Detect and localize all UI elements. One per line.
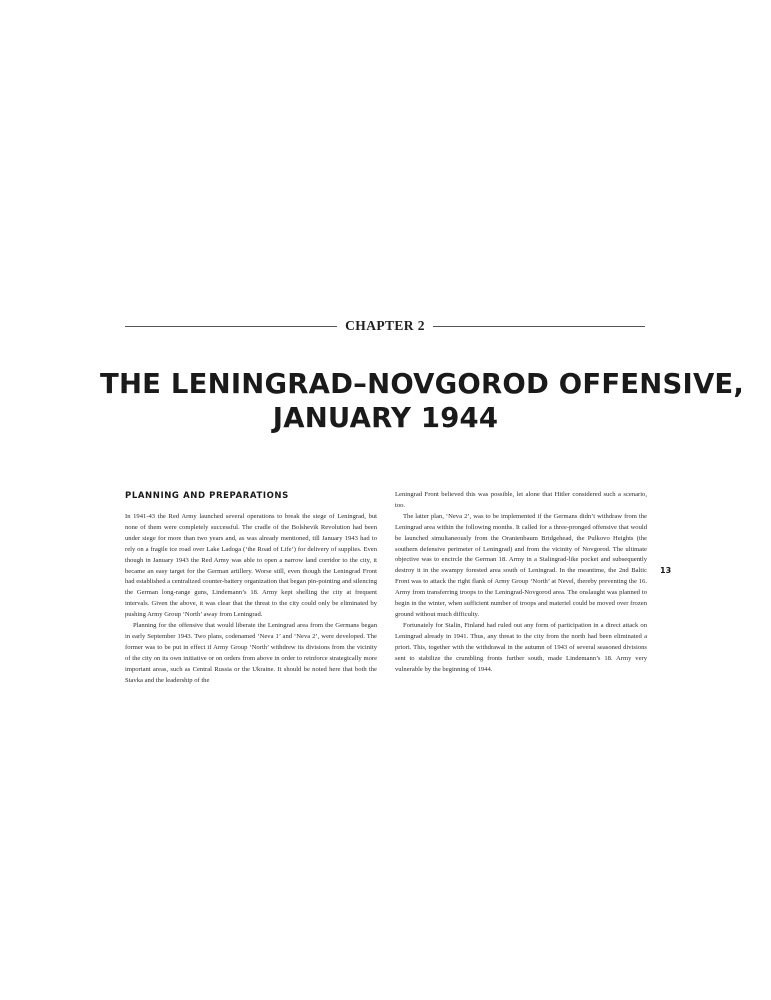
section-heading: PLANNING AND PREPARATIONS bbox=[125, 491, 289, 501]
body-paragraph: Fortunately for Stalin, Finland had ruled out any form of participation in a direct attack on Leningrad already in 1941. Thus, any threat to the city from the north had been eliminated a priori. This, together with the withdrawal in the autumn of 1943 of several seasoned divisions sent to stabilize the crumbling fronts further south, made Lindemann’s 18. Army very vulnerable by the beginning of 1944. bbox=[395, 621, 647, 673]
chapter-label: CHAPTER 2 bbox=[345, 318, 425, 333]
page-number: 13 bbox=[660, 566, 672, 575]
chapter-title-line-1: THE LENINGRAD–NOVGOROD OFFENSIVE, bbox=[100, 368, 745, 400]
body-paragraph: Leningrad Front believed this was possible, let alone that Hitler considered such a scenario, too. bbox=[395, 491, 647, 509]
body-paragraph: The latter plan, ‘Neva 2’, was to be implemented if the Germans didn’t withdraw from the Leningrad area within the following months. It called for a three-pronged offensive that would be launched simultaneously from the Oranienbaum Bridgehead, the Pulkovo Heights (the southern defensive perimeter of Leningrad) and from the vicinity of Novgorod. The ultimate objective was to encircle the German 18. Army in a Stalingrad-like pocket and subsequently destroy it in the swampy forested area south of Leningrad. In the meantime, the 2nd Baltic Front was to attack the right flank of Army Group ‘North’ at Nevel, thereby preventing the 16. Army from transferring troops to the Leningrad-Novgorod area. The onslaught was planned to begin in the winter, when sufficient number of troops and materiel could be moved over frozen ground without much difficulty. bbox=[395, 512, 647, 618]
chapter-rule-left bbox=[125, 326, 337, 327]
right-text-column bbox=[395, 490, 647, 675]
chapter-rule-right bbox=[433, 326, 645, 327]
left-text-column bbox=[125, 490, 377, 687]
chapter-header bbox=[125, 318, 645, 334]
body-paragraph: In 1941-43 the Red Army launched several operations to break the siege of Leningrad, but none of them were completely successful. The cradle of the Bolshevik Revolution had been under siege for more than two years and, as was already mentioned, till January 1943 had to rely on a fragile ice road over Lake Ladoga (‘the Road of Life’) for delivery of supplies. Even though in January 1943 the Red Army was able to open a narrow land corridor to the city, it became an easy target for the German artillery. Worse still, even though the Leningrad Front had established a centralized counter-battery organization that began pin-pointing and silencing the German long-range guns, Lindemann’s 18. Army kept shelling the city at frequent intervals. Given the above, it was clear that the threat to the city could only be eliminated by pushing Army Group ‘North’ away from Leningrad. bbox=[125, 513, 377, 619]
chapter-title bbox=[100, 367, 745, 435]
body-paragraph: Planning for the offensive that would liberate the Leningrad area from the Germans began in early September 1943. Two plans, codenamed ‘Neva 1’ and ‘Neva 2’, were developed. The former was to be put in effect if Army Group ‘North’ withdrew its divisions from the vicinity of the city on its own initiative or on orders from above in order to reinforce strategically more important areas, such as Central Russia or the Ukraine. It should be noted here that both the Stavka and the leadership of the bbox=[125, 622, 377, 684]
chapter-title-line-2: JANUARY 1944 bbox=[272, 402, 499, 434]
